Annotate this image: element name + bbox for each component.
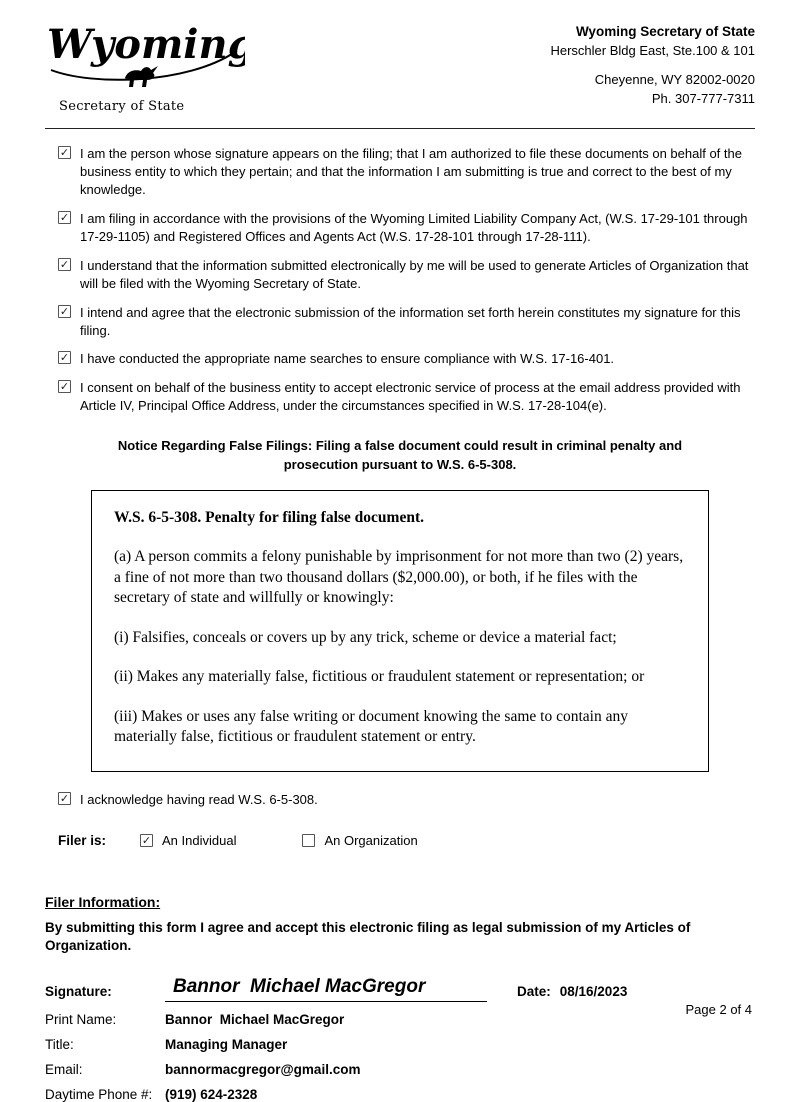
signature-value[interactable]: Bannor Michael MacGregor xyxy=(165,976,487,1002)
header-divider xyxy=(45,128,755,129)
statute-paragraph: (a) A person commits a felony punishable by imprisonment for not more than two (2) years, a fine of not more than two thousand dollars ($2,000.00), or both, if he files with the secretary of state and willfully or knowingly: xyxy=(114,548,684,607)
statute-paragraph: (i) Falsifies, conceals or covers up by any trick, scheme or device a material fact; xyxy=(114,628,617,646)
phone-label: Daytime Phone #: xyxy=(45,1087,153,1102)
office-phone: Ph. 307-777-7311 xyxy=(651,91,755,107)
print-name-value: Bannor Michael MacGregor xyxy=(165,1012,345,1028)
checkbox-organization[interactable] xyxy=(302,834,315,847)
affirmation-item xyxy=(58,145,755,199)
title-row xyxy=(45,1037,755,1052)
affirmation-item xyxy=(58,257,755,293)
affirmation-text: I am the person whose signature appears on the filing; that I am authorized to file these documents on behalf of the business entity to which they pertain; and that the information I am submitting is true and correct to the best of my knowledge. xyxy=(80,146,742,197)
office-address-block xyxy=(550,14,755,109)
wyoming-logo-text: Wyoming xyxy=(47,21,245,68)
checkbox-acknowledge-statute[interactable]: ✓ xyxy=(59,792,70,805)
submission-agreement-text: By submitting this form I agree and accept this electronic filing as legal submission of my Articles of Organization. xyxy=(45,919,691,954)
checkbox-authorized-filer[interactable]: ✓ xyxy=(59,147,70,159)
email-row xyxy=(45,1062,755,1077)
wyoming-logo-art xyxy=(45,14,245,98)
office-address-line1: Herschler Bldg East, Ste.100 & 101 xyxy=(550,42,755,58)
title-label: Title: xyxy=(45,1037,74,1053)
affirmation-item xyxy=(58,350,755,368)
filer-type-row xyxy=(45,833,755,848)
date-label: Date: xyxy=(517,984,551,1000)
affirmation-text: I am filing in accordance with the provisions of the Wyoming Limited Liability Company Act, (W.S. 17-29-101 through 17-29-1105) and Registered Offices and Agents Act (W.S. 17-28-101 through 17-28-111). xyxy=(80,210,748,244)
filer-type-option-individual xyxy=(140,833,236,848)
print-name-label: Print Name: xyxy=(45,1012,117,1028)
statute-title: W.S. 6-5-308. Penalty for filing false document. xyxy=(114,508,424,526)
signature-row xyxy=(45,976,755,1002)
affirmation-text: I have conducted the appropriate name searches to ensure compliance with W.S. 17-16-401. xyxy=(80,351,615,367)
acknowledgement-text: I acknowledge having read W.S. 6-5-308. xyxy=(80,791,318,807)
phone-value: (919) 624-2328 xyxy=(165,1087,258,1102)
date-block xyxy=(517,984,627,1002)
page-header xyxy=(45,14,755,114)
option-label-individual: An Individual xyxy=(162,832,237,848)
affirmation-item xyxy=(58,379,755,415)
affirmation-text: I consent on behalf of the business entity to accept electronic service of process at the email address provided with Article IV, Principal Office Address, under the circumstances specified in W.S. 17-28-104(e). xyxy=(80,380,741,414)
logo-tagline: Secretary of State xyxy=(59,99,185,114)
affirmation-item xyxy=(58,210,755,246)
checkbox-generate-articles[interactable]: ✓ xyxy=(59,258,70,271)
checkbox-electronic-signature[interactable]: ✓ xyxy=(59,305,70,318)
wyoming-logo xyxy=(45,14,245,114)
checkbox-electronic-service[interactable]: ✓ xyxy=(59,381,70,394)
email-value: bannormacgregor@gmail.com xyxy=(165,1062,361,1078)
date-value: 08/16/2023 xyxy=(559,984,628,1000)
affirmation-text: I intend and agree that the electronic submission of the information set forth herein constitutes my signature for this filing. xyxy=(80,304,741,338)
acknowledgement-row xyxy=(45,791,755,809)
filer-type-label: Filer is: xyxy=(58,832,107,848)
affirmation-text: I understand that the information submitted electronically by me will be used to generate Articles of Organization that will be filed with the Wyoming Secretary of State. xyxy=(80,257,749,291)
signature-label: Signature: xyxy=(45,984,112,1000)
statute-paragraph: (iii) Makes or uses any false writing or document knowing the same to contain any materially false, fictitious or fraudulent statement or entry. xyxy=(114,707,628,746)
affirmation-list xyxy=(45,145,755,415)
statute-paragraph: (ii) Makes any materially false, fictitious or fraudulent statement or representation; or xyxy=(114,668,645,686)
filer-information-heading: Filer Information: xyxy=(45,893,161,910)
title-value: Managing Manager xyxy=(165,1037,288,1053)
bucking-horse-icon xyxy=(125,66,158,87)
checkbox-individual[interactable]: ✓ xyxy=(141,835,152,847)
filer-type-option-organization xyxy=(302,833,417,848)
option-label-organization: An Organization xyxy=(324,832,418,848)
email-label: Email: xyxy=(45,1062,83,1078)
page-number: Page 2 of 4 xyxy=(685,1002,752,1017)
statute-box xyxy=(91,490,709,772)
affirmation-item xyxy=(58,304,755,340)
print-name-row xyxy=(45,1012,755,1027)
checkbox-name-search[interactable]: ✓ xyxy=(59,352,70,365)
office-address-line2: Cheyenne, WY 82002-0020 xyxy=(594,72,755,88)
checkbox-llc-act-compliance[interactable]: ✓ xyxy=(59,211,70,224)
office-name: Wyoming Secretary of State xyxy=(575,24,755,39)
phone-row xyxy=(45,1087,755,1102)
false-filing-notice: Notice Regarding False Filings: Filing a false document could result in criminal penalty and prosecution pursuant to W.S. 6-5-308. xyxy=(117,438,683,473)
